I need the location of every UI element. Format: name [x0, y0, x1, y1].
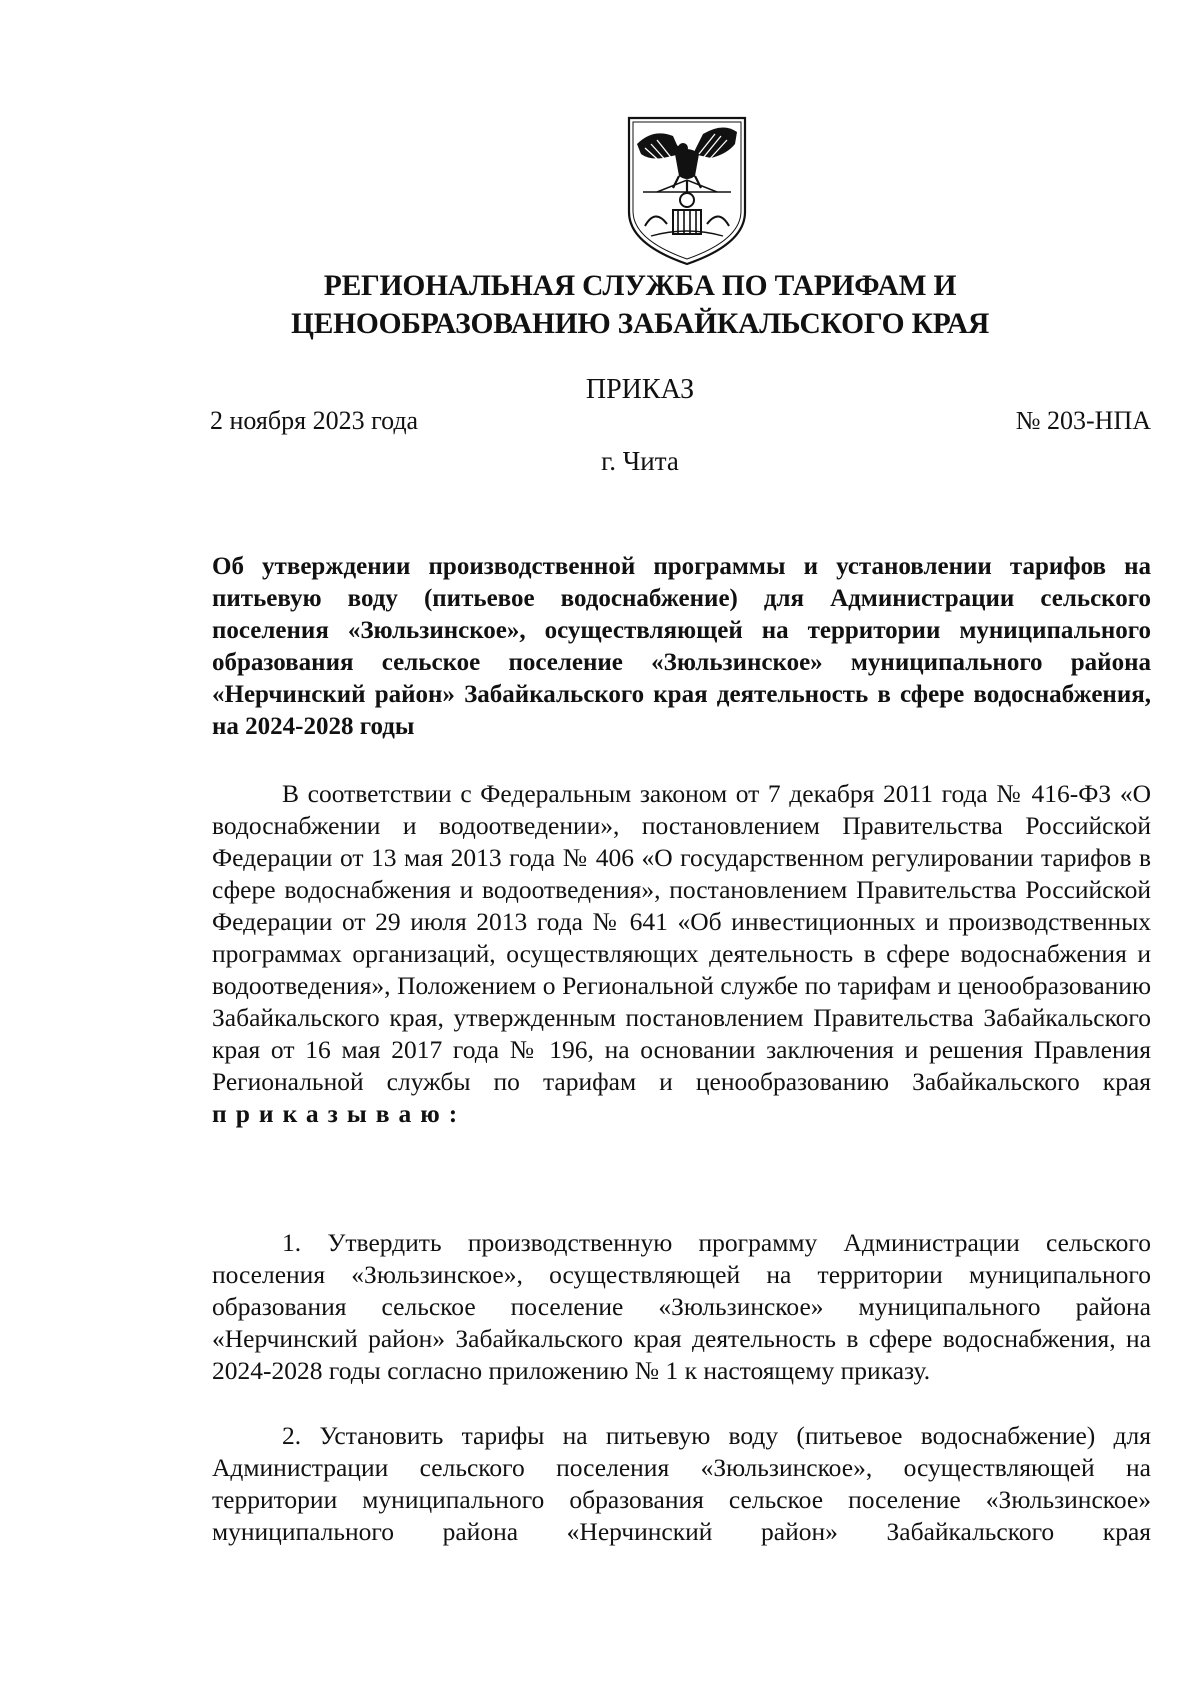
document-city: г. Чита — [601, 446, 679, 476]
zabaykalsky-krai-coat-of-arms-icon — [623, 114, 751, 266]
document-date: 2 ноября 2023 года — [210, 406, 419, 435]
list-item-1: 1. Утвердить производственную программу Администрации сельского поселения «Зюльзинское», осуществляющей на территории муниципального образования сельское поселение «Зюльзинское» муниципального района «Нерчинский район» Забайкальского края деятельность в сфере водоснабжения, на 2024-2028 годы согласно приложению № 1 к настоящему приказу. — [212, 1228, 1151, 1385]
organization-title-line-1: РЕГИОНАЛЬНАЯ СЛУЖБА ПО ТАРИФАМ И — [323, 270, 957, 302]
list-item-2: 2. Установить тарифы на питьевую воду (питьевое водоснабжение) для Администрации сельского поселения «Зюльзинское», осуществляющей на территории муниципального образования сельское поселение «Зюльзинское» муниципального района «Нерчинский район» Забайкальского края — [212, 1421, 1151, 1546]
organization-title — [200, 267, 1080, 343]
intro-text: В соответствии с Федеральным законом от 7 декабря 2011 года № 416-ФЗ «О водоснабжении и водоотведении», постановлением Правительства Российской Федерации от 13 мая 2013 года № 406 «О государственном регулировании тарифов в сфере водоснабжения и водоотведения», постановлением Правительства Российской Федерации от 29 июля 2013 года № 641 «Об инвестиционных и производственных программах организаций, осуществляющих деятельность в сфере водоснабжения и водоотведения», Положением о Региональной службе по тарифам и ценообразованию Забайкальского края, утвержденным постановлением Правительства Забайкальского края от 16 мая 2017 года № 196, на основании заключения и решения Правления Региональной службы по тарифам и ценообразованию Забайкальского края — [212, 779, 1151, 1096]
organization-title-line-2: ЦЕНООБРАЗОВАНИЮ ЗАБАЙКАЛЬСКОГО КРАЯ — [290, 308, 990, 340]
document-number: № 203-НПА — [1015, 406, 1151, 435]
orders-word: приказываю: — [212, 1099, 467, 1128]
document-type: ПРИКАЗ — [585, 374, 695, 405]
document-subject: Об утверждении производственной программы и установлении тарифов на питьевую воду (питьевое водоснабжение) для Администрации сельского поселения «Зюльзинское», осуществляющей на территории муниципального образования сельское поселение «Зюльзинское» муниципального района «Нерчинский район» Забайкальского края деятельность в сфере водоснабжения, на 2024-2028 годы — [212, 553, 1151, 740]
intro-paragraph — [212, 778, 1151, 1130]
